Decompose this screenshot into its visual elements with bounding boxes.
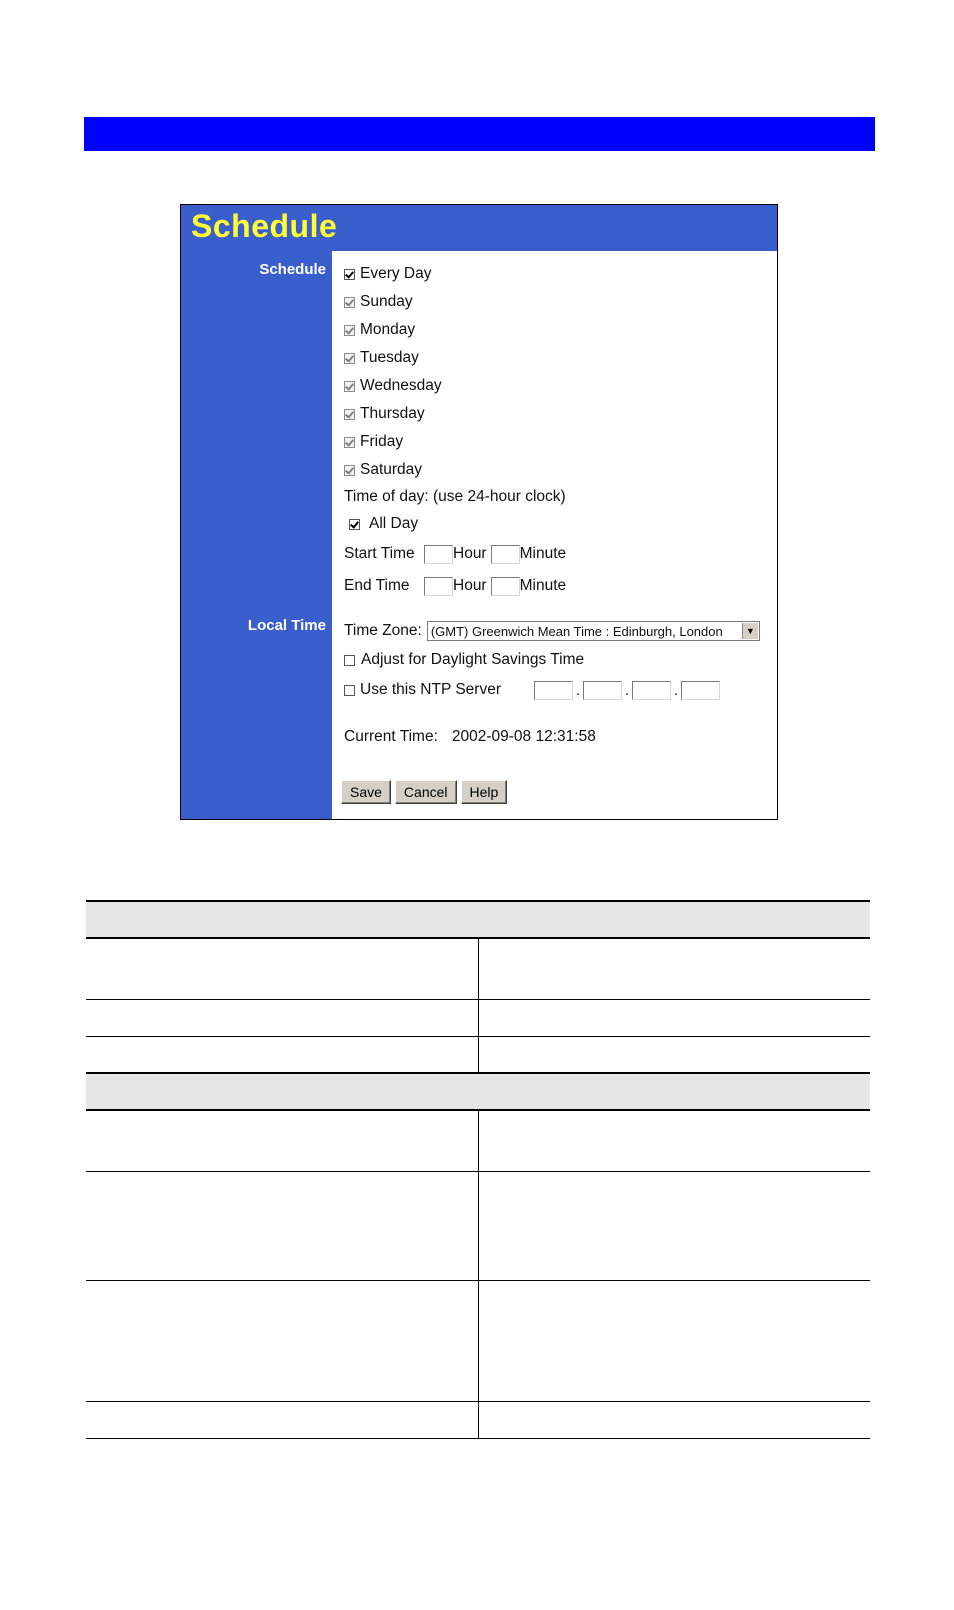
time-zone-row — [344, 619, 760, 643]
tuesday-label: Tuesday — [360, 349, 419, 366]
ntp-server-row — [344, 678, 720, 702]
end-time-label: End Time — [344, 577, 410, 594]
start-minute-input[interactable] — [491, 545, 520, 564]
ntp-server-checkbox[interactable] — [344, 685, 355, 696]
cancel-button[interactable]: Cancel — [395, 780, 457, 804]
screen-content — [332, 251, 777, 819]
table-row — [86, 999, 870, 1036]
start-time-label: Start Time — [344, 545, 415, 562]
every-day-option[interactable] — [344, 262, 432, 286]
saturday-label: Saturday — [360, 461, 423, 478]
save-button[interactable]: Save — [341, 780, 391, 804]
table-row — [86, 1110, 870, 1171]
wednesday-option — [344, 374, 442, 398]
thursday-option — [344, 402, 425, 426]
every-day-checkbox[interactable] — [344, 269, 355, 280]
ntp-server-label: Use this NTP Server — [360, 681, 501, 698]
help-button[interactable]: Help — [461, 780, 508, 804]
local-time-section-label: Local Time — [247, 617, 326, 634]
table-row — [86, 938, 870, 999]
table-row — [86, 1171, 870, 1280]
end-time-row — [344, 574, 566, 598]
friday-option — [344, 430, 403, 454]
top-bar — [84, 117, 875, 151]
saturday-option — [344, 458, 422, 482]
table-row — [86, 1280, 870, 1401]
time-of-day-label: Time of day: (use 24-hour clock) — [344, 488, 566, 505]
sunday-option — [344, 290, 413, 314]
all-day-option[interactable] — [349, 512, 418, 536]
screen-header — [181, 205, 777, 251]
monday-option — [344, 318, 415, 342]
friday-checkbox — [344, 437, 355, 448]
tuesday-option — [344, 346, 419, 370]
button-bar — [341, 780, 511, 804]
time-zone-label: Time Zone: — [344, 622, 422, 639]
screen-title: Schedule — [191, 208, 338, 244]
sunday-label: Sunday — [360, 293, 413, 310]
schedule-section-label: Schedule — [259, 261, 326, 278]
thursday-label: Thursday — [360, 405, 425, 422]
current-time-value: 2002-09-08 12:31:58 — [451, 728, 596, 745]
ntp-octet-4-input[interactable] — [681, 681, 720, 700]
friday-label: Friday — [360, 433, 404, 450]
start-hour-label: Hour — [453, 545, 487, 562]
wednesday-label: Wednesday — [360, 377, 442, 394]
end-hour-input[interactable] — [424, 577, 453, 596]
end-minute-label: Minute — [519, 577, 567, 594]
chevron-down-icon[interactable]: ▼ — [742, 623, 758, 639]
sunday-checkbox — [344, 297, 355, 308]
description-table — [86, 900, 870, 1439]
table-row — [86, 1401, 870, 1438]
thursday-checkbox — [344, 409, 355, 420]
monday-checkbox — [344, 325, 355, 336]
all-day-label: All Day — [369, 515, 419, 532]
end-hour-label: Hour — [453, 577, 487, 594]
time-zone-select[interactable] — [427, 621, 760, 641]
ntp-dot-separator: . — [624, 681, 630, 699]
daylight-savings-option[interactable] — [344, 648, 584, 672]
start-hour-input[interactable] — [424, 545, 453, 564]
time-zone-value: (GMT) Greenwich Mean Time : Edinburgh, London — [430, 623, 723, 639]
ntp-octet-3-input[interactable] — [632, 681, 671, 700]
table-section-header — [86, 1073, 870, 1110]
daylight-savings-label: Adjust for Daylight Savings Time — [361, 651, 585, 668]
ntp-dot-separator: . — [575, 681, 581, 699]
saturday-checkbox — [344, 465, 355, 476]
schedule-screen — [180, 204, 778, 820]
every-day-label: Every Day — [360, 265, 432, 282]
ntp-dot-separator: . — [673, 681, 679, 699]
table-row — [86, 1036, 870, 1073]
wednesday-checkbox — [344, 381, 355, 392]
start-minute-label: Minute — [519, 545, 567, 562]
start-time-row — [344, 542, 566, 566]
monday-label: Monday — [360, 321, 416, 338]
table-section-header — [86, 901, 870, 938]
current-time-row — [344, 725, 596, 749]
tuesday-checkbox — [344, 353, 355, 364]
screen-sidebar — [181, 251, 332, 819]
ntp-octet-2-input[interactable] — [583, 681, 622, 700]
end-minute-input[interactable] — [491, 577, 520, 596]
current-time-label: Current Time: — [344, 728, 438, 745]
all-day-checkbox[interactable] — [349, 519, 360, 530]
daylight-savings-checkbox[interactable] — [344, 655, 355, 666]
ntp-octet-1-input[interactable] — [534, 681, 573, 700]
